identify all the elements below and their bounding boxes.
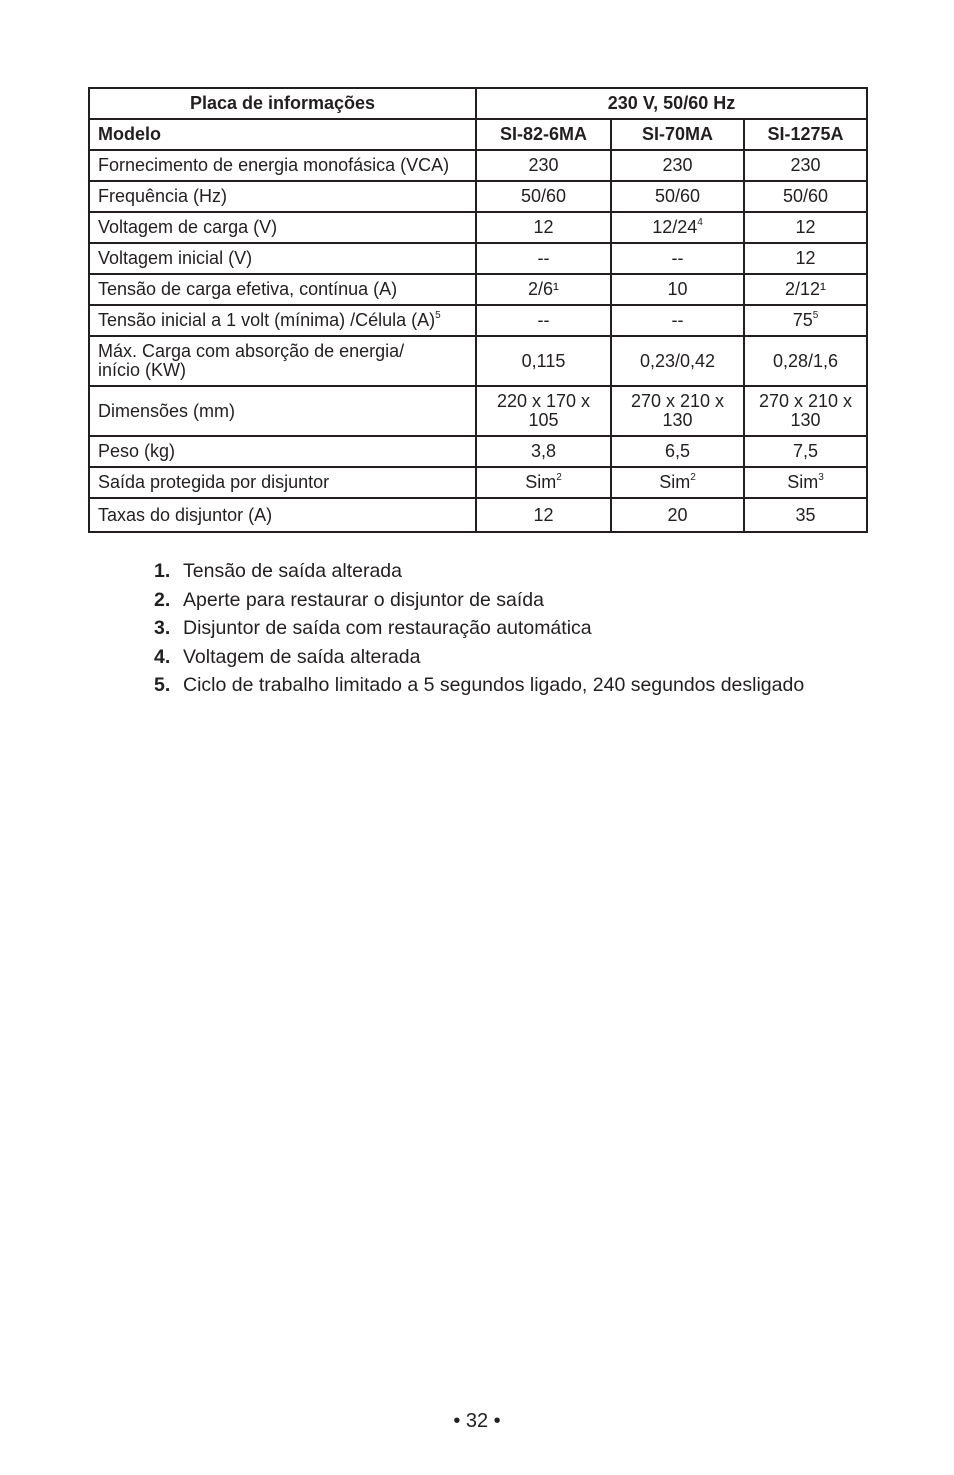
cell-value bbox=[611, 305, 744, 336]
cell-value: 230 bbox=[611, 150, 744, 181]
row-label: Voltagem inicial (V) bbox=[89, 243, 476, 274]
cell-value bbox=[744, 467, 867, 498]
footnote-number: 2. bbox=[154, 588, 171, 611]
cell-value: 2/6¹ bbox=[476, 274, 611, 305]
footnote-ref: 5 bbox=[812, 310, 819, 321]
row-label: Dimensões (mm) bbox=[89, 386, 476, 436]
cell-value bbox=[744, 212, 867, 243]
cell-value-text: Sim bbox=[659, 472, 691, 492]
table-row bbox=[89, 467, 867, 498]
footnote-number: 1. bbox=[154, 560, 171, 582]
cell-value: 50/60 bbox=[744, 181, 867, 212]
table-row bbox=[89, 243, 867, 274]
footnote-ref: 2 bbox=[556, 472, 562, 483]
cell-value: 7,5 bbox=[744, 436, 867, 467]
footnote-item bbox=[154, 587, 804, 616]
footnote-text: Ciclo de trabalho limitado a 5 segundos ligado, 240 segundos desligado bbox=[183, 674, 805, 697]
footnote-number: 4. bbox=[154, 645, 171, 668]
table-row bbox=[89, 305, 867, 336]
table-row bbox=[89, 274, 867, 305]
cell-value: 50/60 bbox=[611, 181, 744, 212]
footnote-item bbox=[154, 672, 804, 701]
table-row bbox=[89, 336, 867, 386]
model-name: SI-82-6MA bbox=[476, 119, 611, 150]
cell-value: 0,28/1,6 bbox=[744, 336, 867, 386]
row-label bbox=[89, 305, 476, 336]
row-label: Fornecimento de energia monofásica (VCA) bbox=[89, 150, 476, 181]
footnote-item bbox=[154, 558, 804, 587]
model-name: SI-70MA bbox=[611, 119, 744, 150]
table-row bbox=[89, 498, 867, 532]
table-row bbox=[89, 436, 867, 467]
cell-value bbox=[476, 212, 611, 243]
row-label: Máx. Carga com absorção de energia/ início (KW) bbox=[89, 336, 476, 386]
cell-value: 12 bbox=[744, 243, 867, 274]
table-row bbox=[89, 150, 867, 181]
model-label: Modelo bbox=[89, 119, 476, 150]
cell-value: 230 bbox=[744, 150, 867, 181]
cell-value-text: -- bbox=[537, 310, 550, 330]
cell-value-text: Sim bbox=[787, 472, 819, 492]
row-label-text: Tensão inicial a 1 volt (mínima) /Célula (A) bbox=[98, 310, 436, 330]
cell-value: 0,115 bbox=[476, 336, 611, 386]
cell-value: 270 x 210 x 130 bbox=[744, 386, 867, 436]
page-number: • 32 • bbox=[453, 1410, 501, 1432]
footnote-text: Aperte para restaurar o disjuntor de saída bbox=[183, 588, 544, 611]
table-row bbox=[89, 181, 867, 212]
cell-value: 230 bbox=[476, 150, 611, 181]
footnote-ref: 3 bbox=[818, 472, 824, 483]
model-name: SI-1275A bbox=[744, 119, 867, 150]
table-row bbox=[89, 212, 867, 243]
cell-value: 20 bbox=[611, 498, 744, 532]
footnote-ref: 4 bbox=[697, 217, 703, 228]
cell-value: 3,8 bbox=[476, 436, 611, 467]
row-label: Frequência (Hz) bbox=[89, 181, 476, 212]
cell-value bbox=[476, 467, 611, 498]
row-label: Peso (kg) bbox=[89, 436, 476, 467]
cell-value-text: 12/24 bbox=[652, 217, 698, 237]
cell-value: 220 x 170 x 105 bbox=[476, 386, 611, 436]
cell-value: 0,23/0,42 bbox=[611, 336, 744, 386]
specifications-table bbox=[88, 87, 868, 533]
cell-value bbox=[611, 467, 744, 498]
cell-value bbox=[476, 305, 611, 336]
footnotes-list bbox=[154, 558, 804, 701]
cell-value: -- bbox=[611, 243, 744, 274]
header-label: Placa de informações bbox=[89, 88, 476, 119]
footnote-item bbox=[154, 615, 804, 644]
cell-value: 10 bbox=[611, 274, 744, 305]
footnote-text: Tensão de saída alterada bbox=[183, 560, 402, 582]
cell-value: 12 bbox=[476, 498, 611, 532]
row-label: Saída protegida por disjuntor bbox=[89, 467, 476, 498]
cell-value bbox=[611, 212, 744, 243]
footnote-number: 5. bbox=[154, 674, 171, 697]
cell-value-text: 12 bbox=[795, 217, 816, 237]
footnote-ref: 5 bbox=[435, 310, 441, 321]
model-row bbox=[89, 119, 867, 150]
cell-value: 35 bbox=[744, 498, 867, 532]
cell-value-text: 75 bbox=[792, 310, 813, 330]
row-label: Voltagem de carga (V) bbox=[89, 212, 476, 243]
header-voltage-group: 230 V, 50/60 Hz bbox=[476, 88, 867, 119]
cell-value: 6,5 bbox=[611, 436, 744, 467]
footnote-ref: 2 bbox=[690, 472, 696, 483]
footnote-number: 3. bbox=[154, 617, 171, 640]
cell-value: 50/60 bbox=[476, 181, 611, 212]
cell-value-text: -- bbox=[671, 310, 684, 330]
cell-value bbox=[744, 305, 867, 336]
cell-value-text: Sim bbox=[525, 472, 557, 492]
footnote-item bbox=[154, 644, 804, 673]
cell-value: 2/12¹ bbox=[744, 274, 867, 305]
row-label: Taxas do disjuntor (A) bbox=[89, 498, 476, 532]
footnote-text: Voltagem de saída alterada bbox=[183, 645, 421, 668]
footnote-text: Disjuntor de saída com restauração automática bbox=[183, 617, 592, 640]
table-header-row bbox=[89, 88, 867, 119]
cell-value: -- bbox=[476, 243, 611, 274]
table-row bbox=[89, 386, 867, 436]
cell-value-text: 12 bbox=[533, 217, 554, 237]
row-label: Tensão de carga efetiva, contínua (A) bbox=[89, 274, 476, 305]
cell-value: 270 x 210 x 130 bbox=[611, 386, 744, 436]
